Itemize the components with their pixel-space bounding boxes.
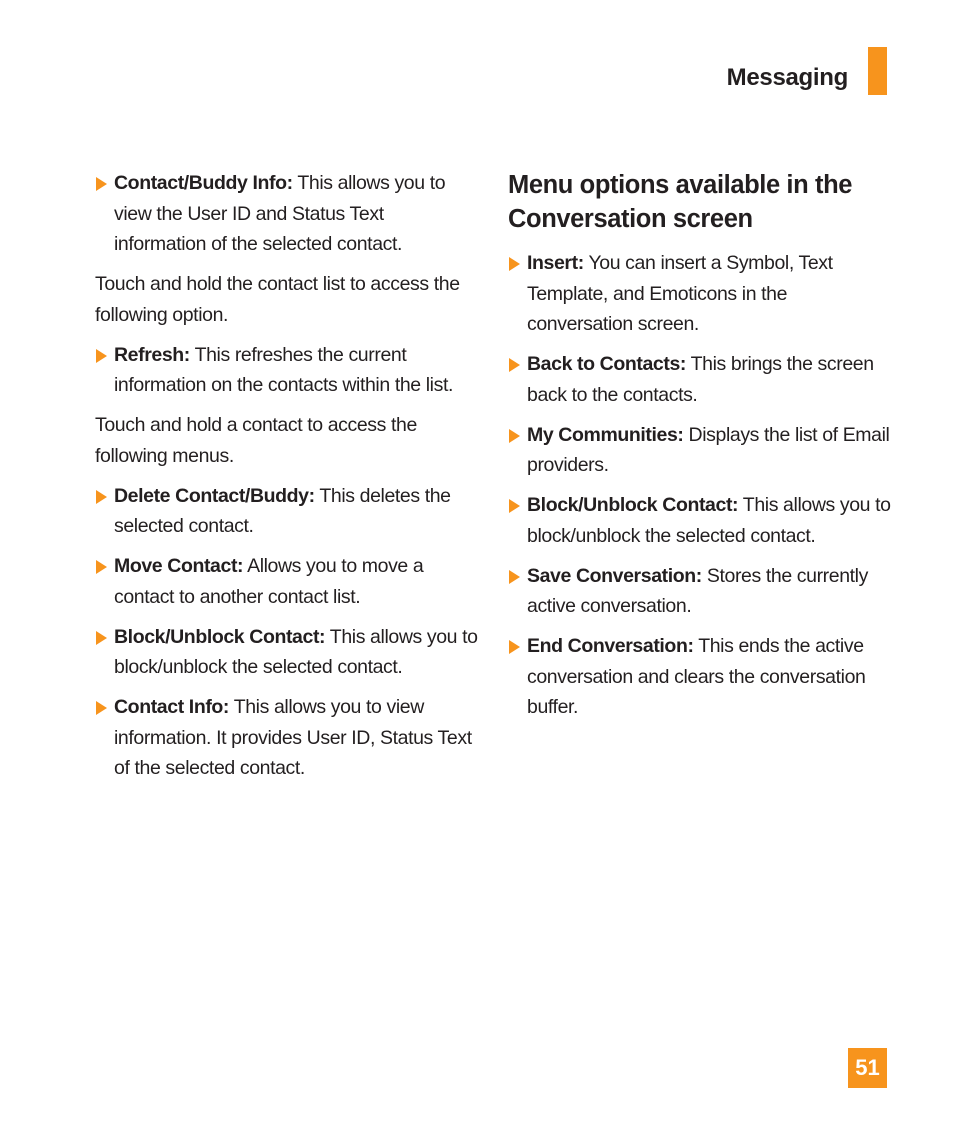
page-number: 51 xyxy=(848,1048,887,1088)
item-text: This brings the screen back to the contacts. xyxy=(527,353,874,406)
right-column xyxy=(508,168,893,732)
list-item xyxy=(508,420,893,481)
list-item xyxy=(95,551,480,612)
item-text: You can insert a Symbol, Text Template, and Emoticons in the conversation screen. xyxy=(527,252,833,335)
item-text: Stores the currently active conversation. xyxy=(527,564,868,617)
item-term: Back to Contacts: xyxy=(527,353,686,375)
item-term: Delete Contact/Buddy: xyxy=(114,484,315,507)
bullet-arrow-icon xyxy=(96,560,107,574)
item-text: Allows you to move a contact to another contact list. xyxy=(114,555,424,608)
section-heading: Menu options available in the Conversation screen xyxy=(508,171,853,233)
item-text: This allows you to block/unblock the selected contact. xyxy=(114,625,478,678)
list-item xyxy=(95,692,480,784)
bullet-arrow-icon xyxy=(509,429,520,443)
left-column xyxy=(95,168,480,793)
list-item xyxy=(508,349,893,410)
item-term: Block/Unblock Contact: xyxy=(114,625,326,648)
bullet-arrow-icon xyxy=(96,349,107,363)
item-term: Move Contact: xyxy=(114,555,244,577)
header-accent-bar xyxy=(868,47,887,95)
item-text: This deletes the selected contact. xyxy=(114,484,451,537)
item-text: This allows you to view information. It provides User ID, Status Text of the selected contact. xyxy=(114,696,472,779)
item-text: This ends the active conversation and clears the conversation buffer. xyxy=(527,635,866,718)
bullet-arrow-icon xyxy=(509,570,520,584)
bullet-arrow-icon xyxy=(509,257,520,271)
list-item xyxy=(95,340,480,401)
item-text: This allows you to block/unblock the selected contact. xyxy=(527,494,891,547)
list-item xyxy=(508,490,893,551)
list-item xyxy=(508,631,893,723)
list-item xyxy=(508,561,893,622)
list-item xyxy=(508,248,893,340)
bullet-arrow-icon xyxy=(96,177,107,191)
item-term: Contact/Buddy Info: xyxy=(114,172,293,194)
bullet-arrow-icon xyxy=(509,358,520,372)
header-title: Messaging xyxy=(726,64,848,91)
item-term: Refresh: xyxy=(114,343,190,366)
paragraph: Touch and hold a contact to access the following menus. xyxy=(95,414,417,467)
item-term: Insert: xyxy=(527,252,584,274)
item-term: Block/Unblock Contact: xyxy=(527,494,739,516)
bullet-arrow-icon xyxy=(96,490,107,504)
bullet-arrow-icon xyxy=(509,640,520,654)
bullet-arrow-icon xyxy=(96,631,107,645)
bullet-arrow-icon xyxy=(509,499,520,513)
list-item xyxy=(95,622,480,683)
item-text: Displays the list of Email providers. xyxy=(527,423,890,476)
bullet-arrow-icon xyxy=(96,701,107,715)
paragraph: Touch and hold the contact list to access the following option. xyxy=(95,273,460,326)
item-text: This refreshes the current information on the contacts within the list. xyxy=(114,343,453,396)
item-term: My Communities: xyxy=(527,423,684,446)
list-item xyxy=(95,168,480,260)
item-text: This allows you to view the User ID and Status Text information of the selected contact. xyxy=(114,172,446,255)
item-term: Contact Info: xyxy=(114,696,230,718)
item-term: Save Conversation: xyxy=(527,564,702,587)
list-item xyxy=(95,481,480,542)
item-term: End Conversation: xyxy=(527,635,694,657)
